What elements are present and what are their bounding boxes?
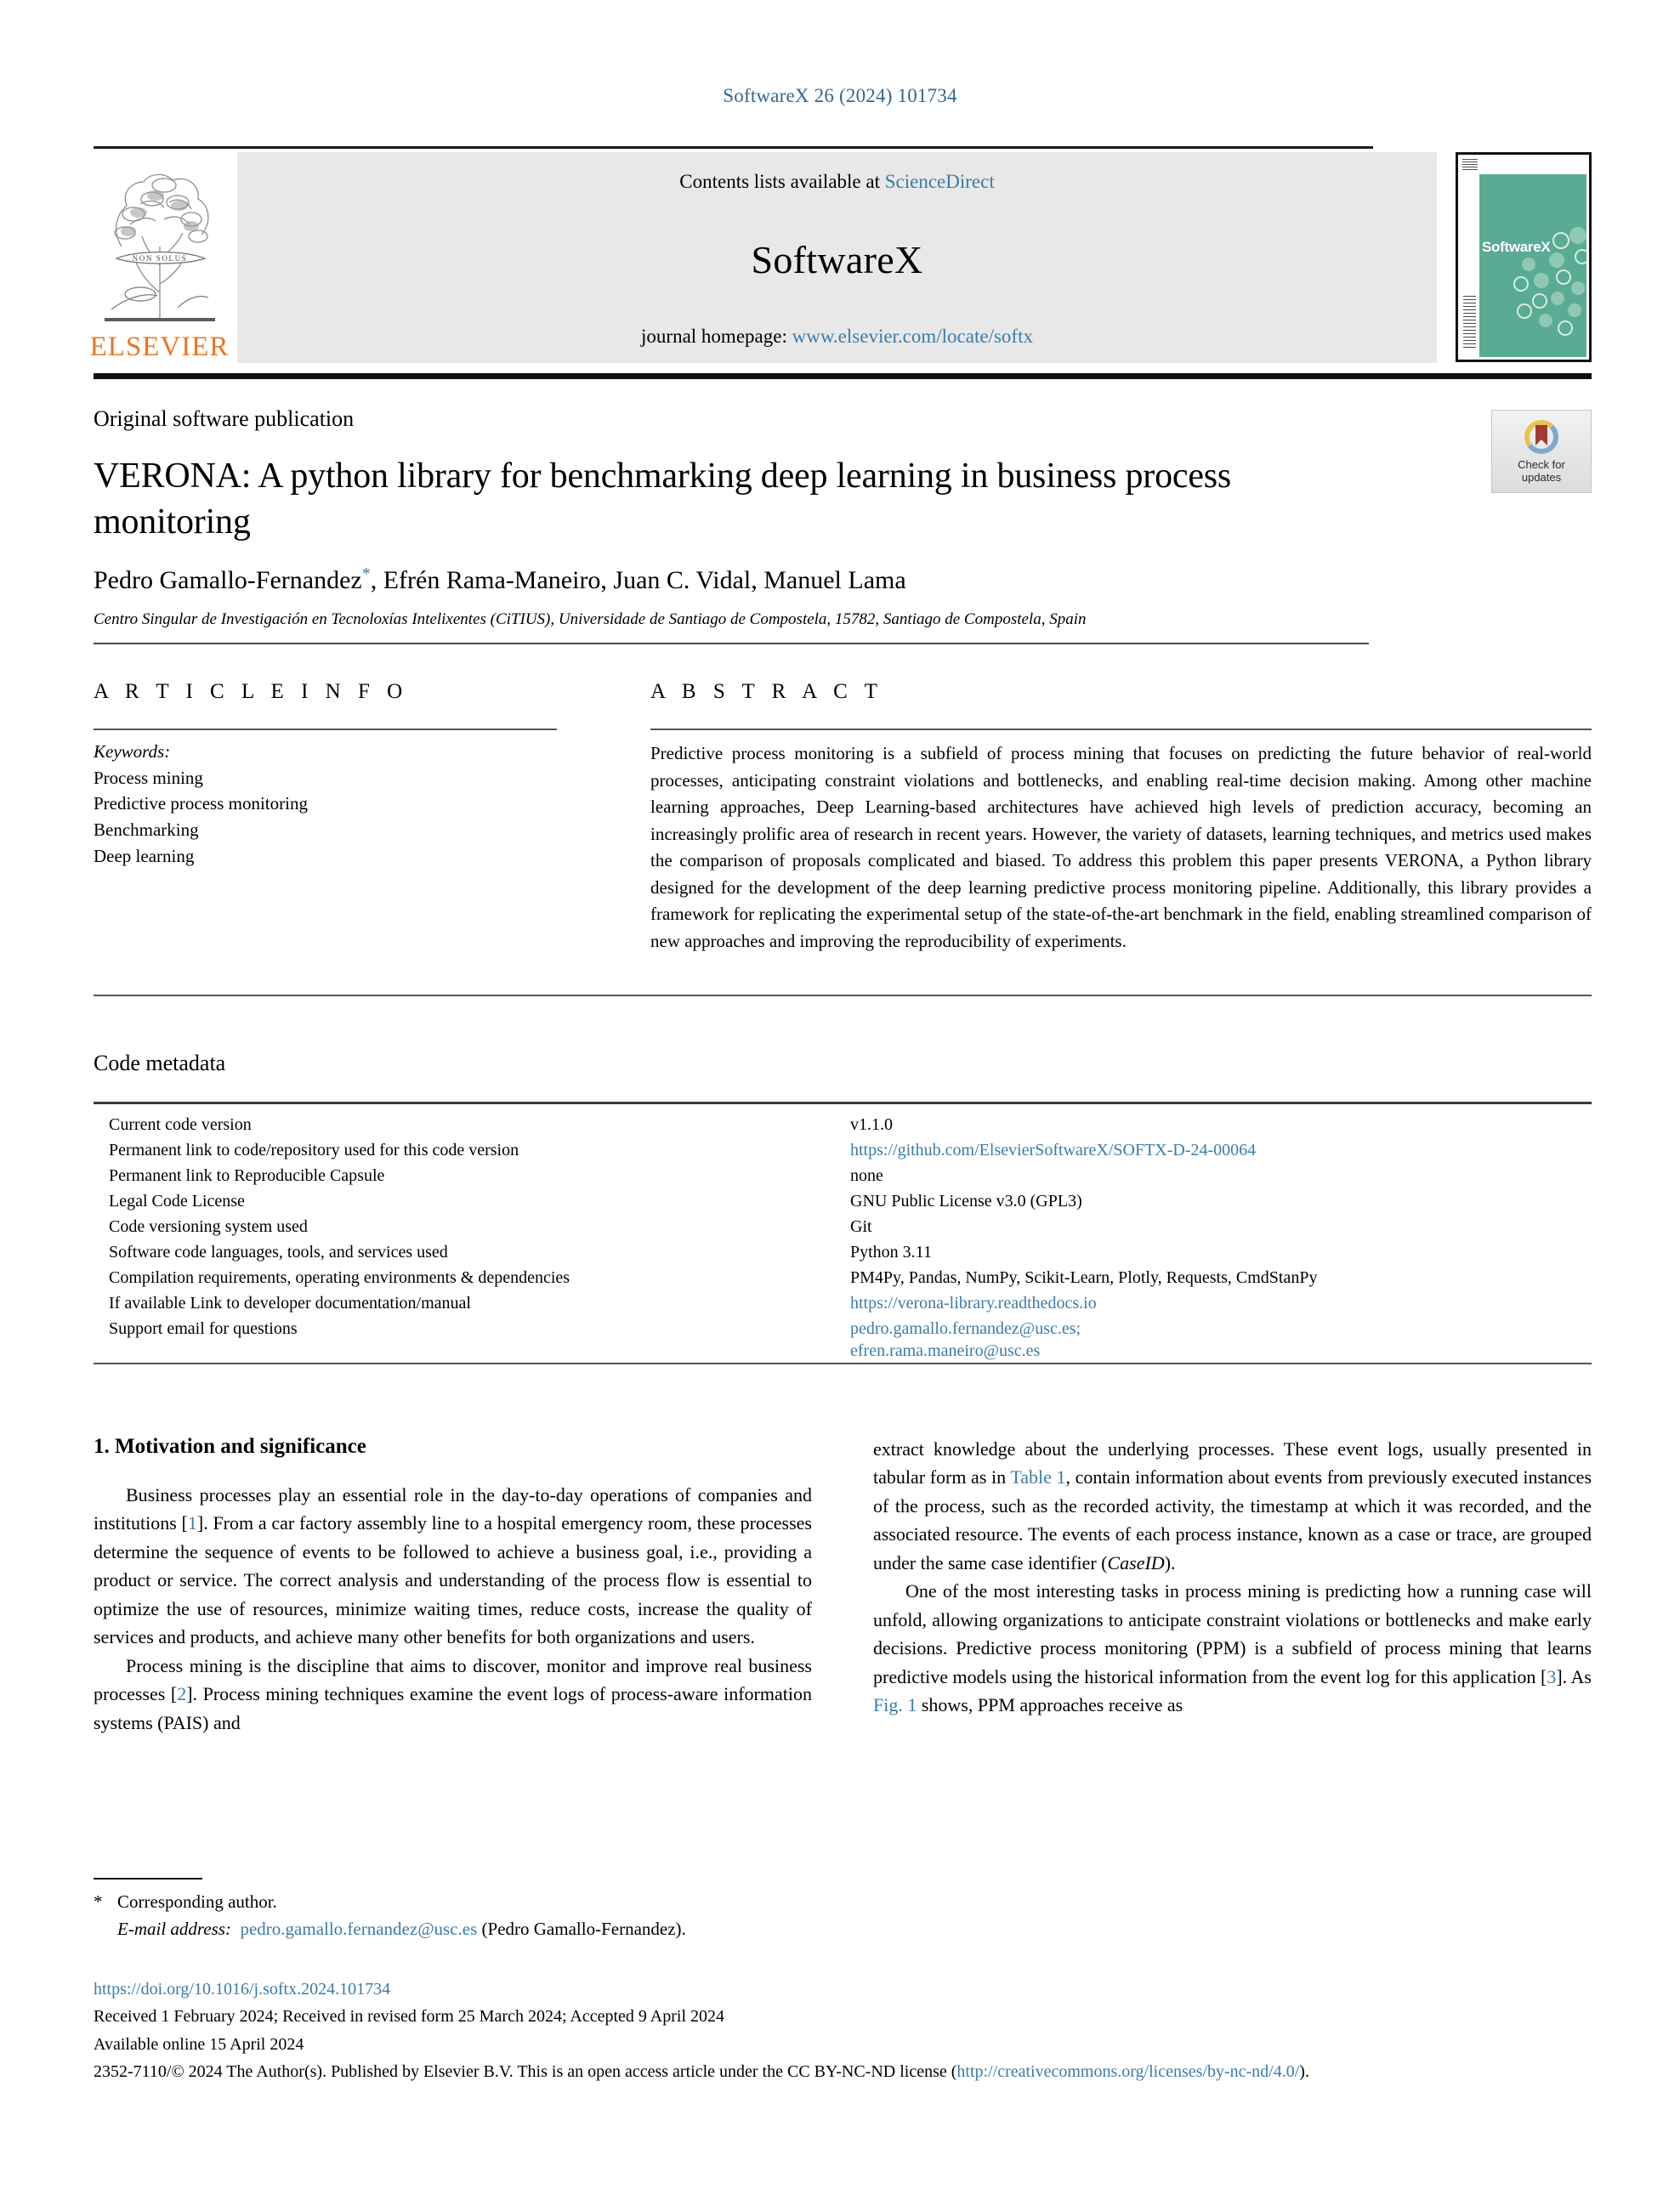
article-info-rule: [94, 729, 557, 730]
crossmark-line2: updates: [1521, 471, 1562, 484]
cover-elsevier-mark-icon: [1462, 159, 1478, 172]
page-footer: [94, 1976, 1598, 2087]
section-heading-1: 1. Motivation and significance: [94, 1435, 366, 1458]
cover-dot: [1522, 258, 1535, 271]
crossmark-icon: [1519, 418, 1564, 457]
metadata-key: Code versioning system used: [109, 1217, 308, 1236]
inline-reference-link[interactable]: 2: [177, 1683, 187, 1705]
copyright-line: [94, 2059, 1598, 2084]
cover-dot: [1513, 276, 1529, 292]
homepage-prefix: journal homepage:: [641, 326, 792, 347]
table-row: [109, 1137, 1592, 1163]
paragraph: [873, 1577, 1592, 1719]
keyword-item: Benchmarking: [94, 819, 199, 840]
inline-text: ]. Process mining techniques examine the event logs of process-aware information systems (PAIS) and: [94, 1683, 812, 1733]
body-columns: [94, 1435, 1592, 1737]
contents-prefix: Contents lists available at: [679, 171, 885, 192]
cover-dot: [1556, 269, 1571, 285]
cover-dot: [1534, 273, 1549, 288]
title-block: [94, 406, 1369, 644]
license-link[interactable]: http://creativecommons.org/licenses/by-nc-nd/4.0/: [956, 2062, 1300, 2082]
svg-text:NON SOLUS: NON SOLUS: [132, 254, 187, 263]
inline-text: ]. As: [1556, 1665, 1592, 1687]
metadata-key: Permanent link to Reproducible Capsule: [109, 1166, 385, 1185]
code-metadata-title: Code metadata: [94, 1051, 226, 1075]
title-bottom-rule: [94, 643, 1369, 644]
table-row: [109, 1290, 1592, 1316]
crossmark-label: [1518, 459, 1565, 484]
abstract-heading: A B S T R A C T: [650, 680, 883, 703]
metadata-value: v1.1.0: [850, 1115, 893, 1134]
keyword-item: Deep learning: [94, 845, 195, 866]
code-metadata-table: [109, 1112, 1592, 1361]
inline-reference-link[interactable]: 1: [187, 1512, 197, 1534]
inline-text: , contain information about events from previously executed instances of the process, such as the recorded activity, the timestamp at which it was recorded, and the associated resource. The events of each process instance, known as a case or trace, are grouped under the same case identifier (: [873, 1466, 1592, 1573]
received-dates: Received 1 February 2024; Received in revised form 25 March 2024; Accepted 9 April 2024: [94, 2007, 725, 2027]
masthead-center: [237, 152, 1437, 363]
email-label: E-mail address:: [117, 1918, 231, 1939]
table-row: [109, 1316, 1592, 1341]
journal-title: SoftwareX: [751, 237, 923, 281]
author-list: [94, 564, 1369, 595]
metadata-value: none: [850, 1166, 883, 1185]
metadata-key: Software code languages, tools, and services used: [109, 1243, 448, 1262]
inline-text: One of the most interesting tasks in process mining is predicting how a running case will unfold, allowing organizations to anticipate constraint violations or bottlenecks and make early decisions. Predictive process monitoring (PPM) is a subfield of process mining that learns predictive models using the historical information from the event log for this application [: [873, 1580, 1592, 1687]
elsevier-logo: [89, 152, 230, 363]
cover-dot: [1571, 281, 1585, 295]
paragraph: [94, 1652, 812, 1737]
affiliation: Centro Singular de Investigación en Tecnoloxías Intelixentes (CiTIUS), Universidade de Santiago de Compostela, 15782, Santiago de Compostela, Spain: [94, 610, 1087, 628]
metadata-key: Compilation requirements, operating environments & dependencies: [109, 1268, 570, 1287]
code-metadata-bottom-rule: [94, 1363, 1592, 1364]
crossmark-badge[interactable]: [1491, 410, 1592, 493]
inline-italic-term: CaseID: [1107, 1551, 1165, 1573]
copyright-suffix: ).: [1299, 2062, 1309, 2082]
inline-text: ]. From a car factory assembly line to a hospital emergency room, these processes determine the sequence of events to be followed to achieve a business goal, i.e., providing a product or service. The correct analysis and understanding of the process flow is essential to optimize the use of resources, minimize waiting times, reduce costs, increase the quality of services and products, and achieve many other benefits for both organizations and users.: [94, 1512, 812, 1648]
contents-available-line: [679, 171, 994, 193]
footnote-star: *: [94, 1891, 103, 1912]
cover-dot: [1568, 303, 1581, 317]
metadata-value: PM4Py, Pandas, NumPy, Scikit-Learn, Plotly, Requests, CmdStanPy: [850, 1268, 1318, 1287]
keyword-item: Predictive process monitoring: [94, 793, 308, 814]
metadata-key: Support email for questions: [109, 1319, 298, 1338]
masthead-top-rule: [94, 146, 1373, 149]
cover-dot: [1552, 232, 1569, 249]
elsevier-tree-icon: [96, 165, 224, 332]
abstract-rule: [650, 729, 1592, 730]
table-row: [109, 1214, 1592, 1239]
authors-rest: , Efrén Rama-Maneiro, Juan C. Vidal, Manuel Lama: [370, 565, 906, 594]
masthead-bottom-rule: [94, 373, 1592, 379]
article-info-column: [94, 680, 557, 955]
keywords-label: Keywords:: [94, 741, 171, 762]
journal-masthead: [89, 146, 1592, 379]
inline-text: ).: [1164, 1551, 1176, 1573]
paragraph: [94, 1481, 812, 1652]
metadata-value-link[interactable]: https://verona-library.readthedocs.io: [850, 1294, 1097, 1313]
metadata-key: Legal Code License: [109, 1192, 245, 1211]
inline-reference-link[interactable]: Fig. 1: [873, 1693, 917, 1715]
corresponding-author-note: [94, 1889, 893, 1916]
metadata-value: Git: [850, 1217, 872, 1236]
keywords-block: [94, 739, 557, 869]
metadata-value: GNU Public License v3.0 (GPL3): [850, 1192, 1082, 1211]
author-first: Pedro Gamallo-Fernandez: [94, 565, 362, 594]
code-metadata-top-rule: [94, 1102, 1592, 1104]
inline-text: shows, PPM approaches receive as: [917, 1693, 1183, 1715]
abstract-section-bottom-rule: [94, 995, 1592, 996]
available-online-date: Available online 15 April 2024: [94, 2034, 304, 2054]
cover-dot: [1558, 320, 1573, 336]
inline-text: Process mining is the discipline that aims to discover, monitor and improve real business processes [: [94, 1654, 812, 1705]
inline-text: Business processes play an essential role in the day-to-day operations of companies and institutions [: [94, 1484, 812, 1534]
cover-dot: [1539, 314, 1552, 327]
metadata-value-link-secondary[interactable]: efren.rama.maneiro@usc.es: [850, 1341, 1041, 1360]
cover-dot: [1569, 227, 1586, 244]
elsevier-banner: [116, 252, 205, 264]
corresponding-author-marker: *: [361, 564, 371, 583]
cover-research-elements-icon: [1463, 296, 1476, 349]
metadata-value-link[interactable]: pedro.gamallo.fernandez@usc.es;: [850, 1319, 1081, 1338]
keyword-item: Process mining: [94, 767, 203, 788]
metadata-value: Python 3.11: [850, 1243, 932, 1262]
table-row: [109, 1265, 1592, 1290]
metadata-key: Current code version: [109, 1115, 252, 1134]
cover-dot: [1549, 252, 1564, 268]
metadata-key: If available Link to developer documentation/manual: [109, 1294, 471, 1313]
inline-reference-link[interactable]: Table 1: [1010, 1466, 1066, 1488]
journal-cover-thumbnail: [1456, 152, 1592, 362]
footnote-rule: [94, 1878, 202, 1880]
cover-dot: [1517, 303, 1532, 319]
body-column-left: [94, 1435, 812, 1737]
cover-journal-title: SoftwareX: [1482, 239, 1551, 255]
elsevier-wordmark: ELSEVIER: [89, 332, 230, 362]
cover-dot: [1532, 293, 1547, 309]
cover-dot: [1551, 292, 1564, 305]
crossmark-line1: Check for: [1518, 458, 1565, 472]
inline-text: extract knowledge about the underlying processes. These event logs, usually presented in tabular form as in: [873, 1438, 1592, 1488]
inline-reference-link[interactable]: 3: [1547, 1665, 1557, 1687]
table-row: [109, 1163, 1592, 1188]
sciencedirect-link[interactable]: ScienceDirect: [884, 171, 995, 192]
journal-homepage-line: [641, 326, 1033, 348]
page-title: VERONA: A python library for benchmarking deep learning in business process monitoring: [94, 456, 1232, 541]
publication-type: Original software publication: [94, 406, 355, 431]
email-note: [117, 1916, 893, 1943]
journal-homepage-link[interactable]: www.elsevier.com/locate/softx: [792, 326, 1033, 347]
email-owner: (Pedro Gamallo-Fernandez).: [481, 1918, 686, 1939]
table-row: [109, 1188, 1592, 1214]
tree-ground: [105, 318, 215, 321]
metadata-value-link[interactable]: https://github.com/ElsevierSoftwareX/SOFTX-D-24-00064: [850, 1141, 1257, 1160]
article-info-heading: A R T I C L E I N F O: [94, 680, 409, 703]
footnote-block: [94, 1889, 893, 1942]
info-abstract-row: [94, 680, 1592, 955]
doi-link[interactable]: https://doi.org/10.1016/j.softx.2024.101734: [94, 1980, 391, 1999]
corresponding-email-link[interactable]: pedro.gamallo.fernandez@usc.es: [240, 1918, 478, 1939]
body-column-right: [873, 1435, 1592, 1737]
abstract-text: Predictive process monitoring is a subfield of process mining that focuses on predicting the future behavior of real-world processes, anticipating constraint violations and bottlenecks, and enabling real-time decision making. Among other machine learning approaches, Deep Learning-based architectures have achieved high levels of prediction accuracy, becoming an increasingly prolific area of research in recent years. However, the variety of datasets, learning techniques, and metrics used makes the comparison of proposals complicated and biased. To address this problem this paper presents VERONA, a Python library designed for the development of the deep learning predictive process monitoring pipeline. Additionally, this library provides a framework for replicating the experimental setup of the state-of-the-art benchmark in the field, enabling streamlined comparison of new approaches and improving the reproducibility of experiments.: [650, 743, 1592, 951]
table-row: [109, 1239, 1592, 1265]
cover-dot: [1575, 249, 1586, 264]
copyright-text: 2352-7110/© 2024 The Author(s). Published by Elsevier B.V. This is an open access article under the CC BY-NC-ND license (: [94, 2062, 957, 2082]
corresponding-author-text: Corresponding author.: [117, 1891, 277, 1912]
running-head: SoftwareX 26 (2024) 101734: [723, 85, 957, 106]
abstract-column: [650, 680, 1592, 955]
paragraph: [873, 1435, 1592, 1577]
metadata-key: Permanent link to code/repository used for this code version: [109, 1141, 519, 1160]
table-row: [109, 1112, 1592, 1137]
